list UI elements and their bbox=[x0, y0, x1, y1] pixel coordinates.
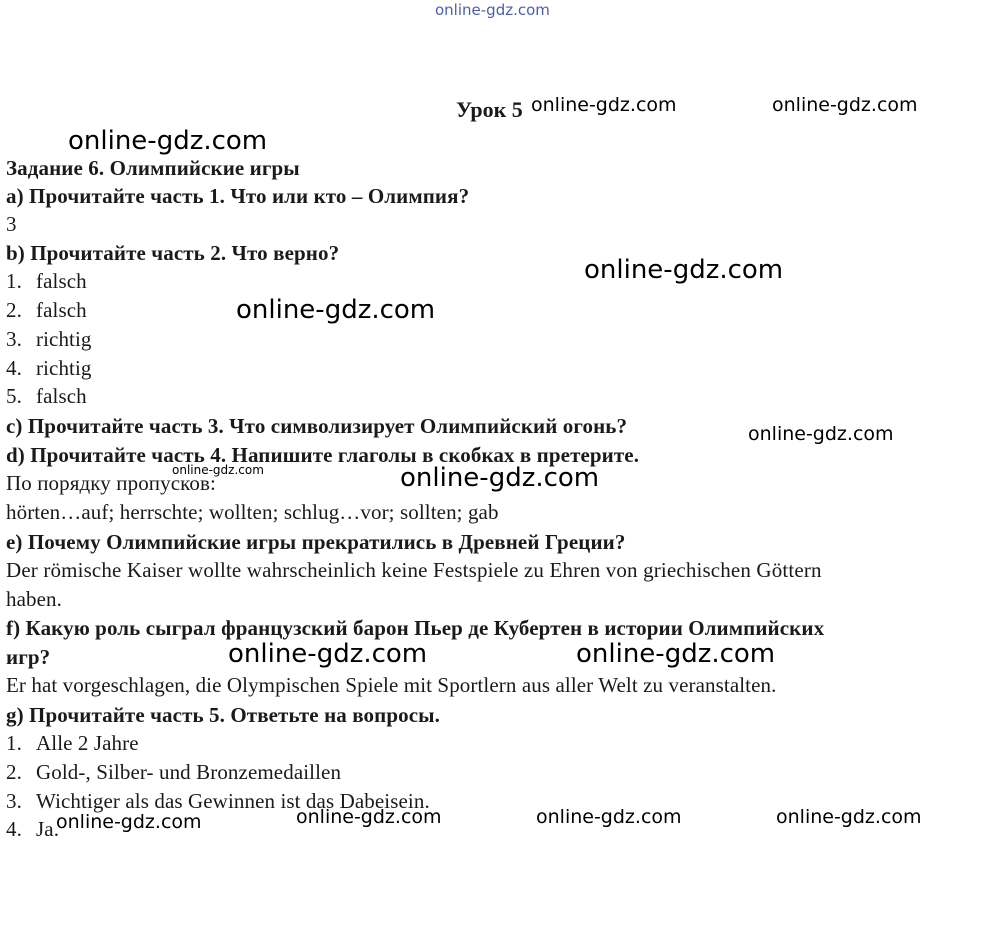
list-text: richtig bbox=[36, 327, 92, 351]
watermark: online-gdz.com bbox=[576, 639, 776, 669]
list-item bbox=[6, 758, 341, 786]
watermark: online-gdz.com bbox=[536, 806, 682, 828]
list-item bbox=[6, 296, 87, 324]
list-number: 3. bbox=[6, 327, 22, 351]
page-title: Урок 5 bbox=[456, 97, 523, 122]
list-item bbox=[6, 325, 92, 353]
watermark: online-gdz.com bbox=[772, 94, 918, 116]
question-f-line1: f) Какую роль сыграл французский барон Пьер де Кубертен в истории Олимпийских bbox=[6, 616, 825, 640]
list-number: 1. bbox=[6, 269, 22, 293]
watermark: online-gdz.com bbox=[228, 639, 428, 669]
list-item bbox=[6, 267, 87, 295]
list-item bbox=[6, 729, 139, 757]
question-c: c) Прочитайте часть 3. Что символизирует Олимпийский огонь? bbox=[6, 414, 628, 438]
watermark: online-gdz.com bbox=[296, 806, 442, 828]
watermark: online-gdz.com bbox=[584, 255, 784, 285]
list-text: Alle 2 Jahre bbox=[36, 731, 139, 755]
watermark: online-gdz.com bbox=[400, 463, 600, 493]
answer-d-intro: По порядку пропусков: bbox=[6, 471, 216, 495]
question-e: e) Почему Олимпийские игры прекратились в Древней Греции? bbox=[6, 530, 626, 554]
answer-d: hörten…auf; herrschte; wollten; schlug…vor; sollten; gab bbox=[6, 500, 499, 524]
list-item bbox=[6, 382, 87, 410]
list-text: Gold-, Silber- und Bronzemedaillen bbox=[36, 760, 342, 784]
question-b: b) Прочитайте часть 2. Что верно? bbox=[6, 241, 340, 265]
watermark: online-gdz.com bbox=[68, 126, 268, 156]
list-text: Ja. bbox=[36, 817, 60, 841]
answer-f: Er hat vorgeschlagen, die Olympischen Spiele mit Sportlern aus aller Welt zu veranstalten. bbox=[6, 673, 777, 697]
list-text: richtig bbox=[36, 356, 92, 380]
question-d: d) Прочитайте часть 4. Напишите глаголы в скобках в претерите. bbox=[6, 443, 640, 467]
list-number: 3. bbox=[6, 789, 22, 813]
watermark: online-gdz.com bbox=[748, 423, 894, 445]
list-number: 4. bbox=[6, 356, 22, 380]
question-g: g) Прочитайте часть 5. Ответьте на вопросы. bbox=[6, 703, 440, 727]
watermark-small: online-gdz.com bbox=[172, 463, 264, 477]
list-number: 5. bbox=[6, 384, 22, 408]
answer-e-line2: haben. bbox=[6, 587, 62, 611]
answer-e-line1: Der römische Kaiser wollte wahrscheinlich keine Festspiele zu Ehren von griechischen Göttern bbox=[6, 558, 822, 582]
list-number: 2. bbox=[6, 760, 22, 784]
watermark: online-gdz.com bbox=[56, 811, 202, 833]
list-text: falsch bbox=[36, 384, 87, 408]
list-number: 1. bbox=[6, 731, 22, 755]
list-text: Wichtiger als das Gewinnen ist das Dabeisein. bbox=[36, 789, 430, 813]
list-text: falsch bbox=[36, 298, 87, 322]
list-item bbox=[6, 354, 92, 382]
question-f-line2: игр? bbox=[6, 645, 51, 669]
watermark-top: online-gdz.com bbox=[435, 1, 550, 19]
watermark: online-gdz.com bbox=[776, 806, 922, 828]
list-number: 4. bbox=[6, 817, 22, 841]
answer-a: 3 bbox=[6, 212, 17, 236]
watermark: online-gdz.com bbox=[236, 295, 436, 325]
question-a: a) Прочитайте часть 1. Что или кто – Олимпия? bbox=[6, 184, 470, 208]
list-item bbox=[6, 815, 59, 843]
watermark: online-gdz.com bbox=[531, 94, 677, 116]
task-heading: Задание 6. Олимпийские игры bbox=[6, 156, 300, 180]
list-text: falsch bbox=[36, 269, 87, 293]
list-number: 2. bbox=[6, 298, 22, 322]
